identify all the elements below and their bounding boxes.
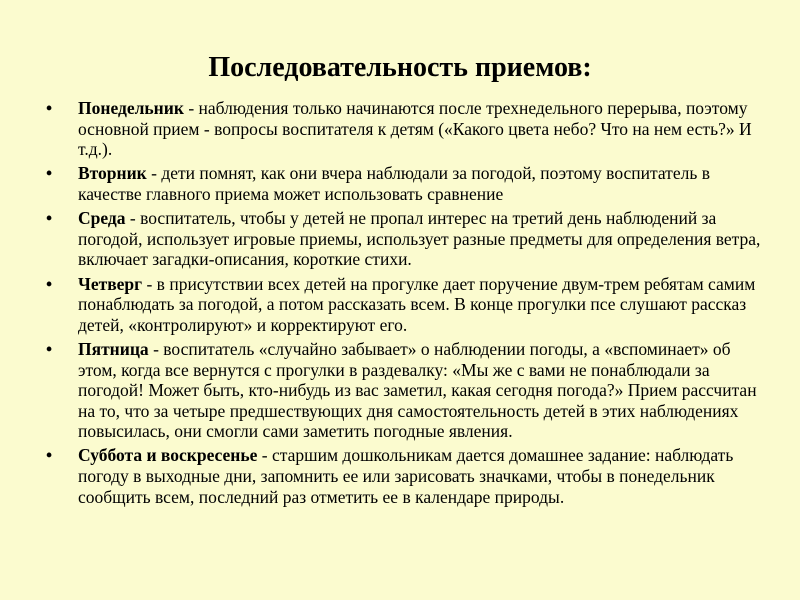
item-text: - воспитатель «случайно забывает» о наблюдении погоды, а «вспоминает» об этом, когда все вернутся с прогулки в раздевалку: «Мы же с вами не понаблюдали за погодой! Может быть, кто-нибудь из вас заметил, какая сегодня погода?» Прием рассчитан на то, что за четыре предшествующих дня самостоятельность детей в этих наблюдениях повысилась, они смогли сами заметить погодные явления. bbox=[78, 338, 757, 442]
list-item bbox=[46, 208, 766, 270]
item-text: - старшим дошкольникам дается домашнее задание: наблюдать погоду в выходные дни, запомнить ее или зарисовать значками, чтобы в понедельник сообщить всем, последний раз отметить ее в календаре природы. bbox=[78, 445, 734, 507]
bullet-icon: • bbox=[46, 338, 53, 359]
item-text: - наблюдения только начинаются после трехнедельного перерыва, поэтому основной прием - вопросы воспитателя к детям («Какого цвета небо? Что на нем есть?» И т.д.). bbox=[78, 98, 752, 160]
list-item bbox=[46, 163, 766, 204]
bullet-icon: • bbox=[46, 98, 53, 118]
bullet-icon: • bbox=[46, 208, 53, 229]
bullet-icon: • bbox=[46, 163, 53, 184]
item-text: - дети помнят, как они вчера наблюдали за погодой, поэтому воспитатель в качестве главного приема может использовать сравнение bbox=[78, 163, 710, 204]
slide-title: Последовательность приемов: bbox=[208, 52, 592, 83]
item-term: Вторник bbox=[78, 163, 147, 184]
list-item bbox=[46, 339, 766, 442]
item-term: Среда bbox=[78, 208, 126, 229]
item-term: Пятница bbox=[78, 338, 149, 359]
list-item bbox=[46, 274, 766, 336]
item-text: - в присутствии всех детей на прогулке дает поручение двум-трем ребятам самим понаблюдать за погодой, а потом рассказать всем. В конце прогулки псе слушают рассказ детей, «контролируют» и корректируют его. bbox=[78, 273, 756, 335]
item-term: Четверг bbox=[78, 273, 143, 294]
list-item bbox=[46, 445, 766, 507]
item-term: Суббота и воскресенье bbox=[78, 445, 258, 466]
item-term: Понедельник bbox=[78, 98, 184, 118]
bullet-icon: • bbox=[46, 273, 53, 294]
item-text: - воспитатель, чтобы у детей не пропал интерес на третий день наблюдений за погодой, использует игровые приемы, использует разные предметы для определения ветра, включает загадки-описания, короткие стихи. bbox=[78, 208, 761, 270]
list-item bbox=[46, 98, 766, 160]
bullet-icon: • bbox=[46, 445, 53, 466]
bullet-list bbox=[46, 98, 766, 511]
